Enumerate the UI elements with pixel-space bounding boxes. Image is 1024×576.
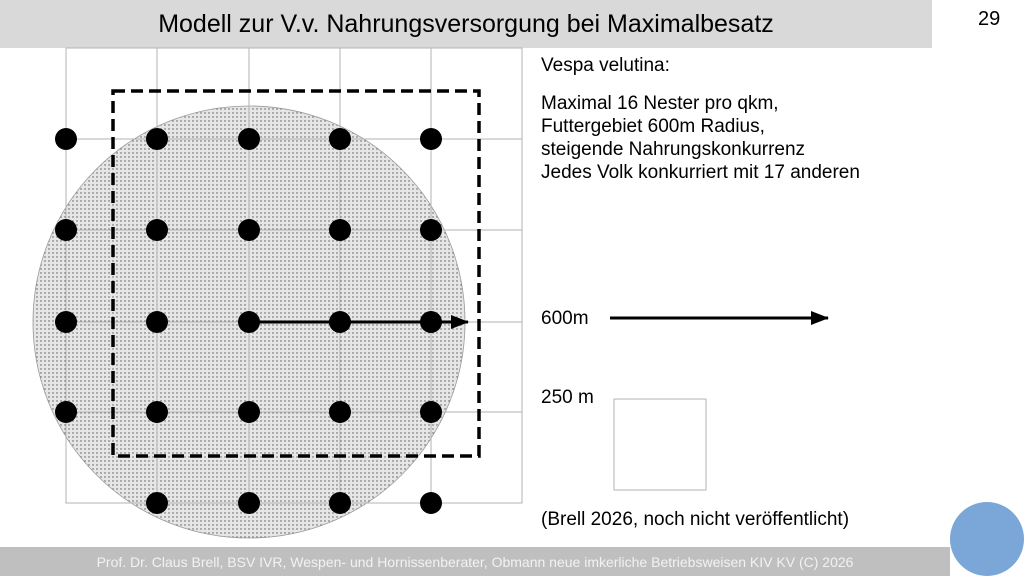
nest-dot: [146, 492, 168, 514]
nest-dot: [146, 401, 168, 423]
description-line: Futtergebiet 600m Radius,: [541, 116, 765, 137]
nest-dot: [329, 401, 351, 423]
page-number: 29: [978, 8, 1001, 30]
nest-dot: [420, 128, 442, 150]
nest-dot: [55, 401, 77, 423]
nest-dot: [55, 311, 77, 333]
nest-dot: [238, 401, 260, 423]
nest-dot: [238, 219, 260, 241]
nest-dot: [146, 311, 168, 333]
description-block: [541, 92, 860, 184]
species-label: Vespa velutina:: [541, 55, 670, 76]
nest-dot: [146, 219, 168, 241]
description-line: Jedes Volk konkurriert mit 17 anderen: [541, 162, 860, 183]
footer-bar: [0, 547, 950, 576]
nest-dot: [55, 128, 77, 150]
nest-dot: [146, 128, 168, 150]
nest-dot: [420, 492, 442, 514]
description-line: Maximal 16 Nester pro qkm,: [541, 93, 779, 114]
grid-scale-label: 250 m: [541, 387, 594, 408]
nest-dot: [238, 492, 260, 514]
nest-dot: [329, 128, 351, 150]
legend-grid-square: [614, 399, 706, 490]
decorative-circle: [950, 502, 1024, 576]
nest-dot: [420, 219, 442, 241]
nest-dot: [329, 219, 351, 241]
footer-text: Prof. Dr. Claus Brell, BSV IVR, Wespen- und Hornissenberater, Obmann neue imkerliche Betriebsweisen KIV KV (C) 2026: [96, 553, 854, 570]
citation: (Brell 2026, noch nicht veröffentlicht): [541, 509, 850, 530]
nest-dot: [420, 401, 442, 423]
slide-title: Modell zur V.v. Nahrungsversorgung bei Maximalbesatz: [158, 9, 774, 38]
radius-label: 600m: [541, 308, 589, 329]
nest-dot: [55, 219, 77, 241]
nest-dot: [238, 128, 260, 150]
description-line: steigende Nahrungskonkurrenz: [541, 139, 806, 160]
nest-dot: [329, 492, 351, 514]
